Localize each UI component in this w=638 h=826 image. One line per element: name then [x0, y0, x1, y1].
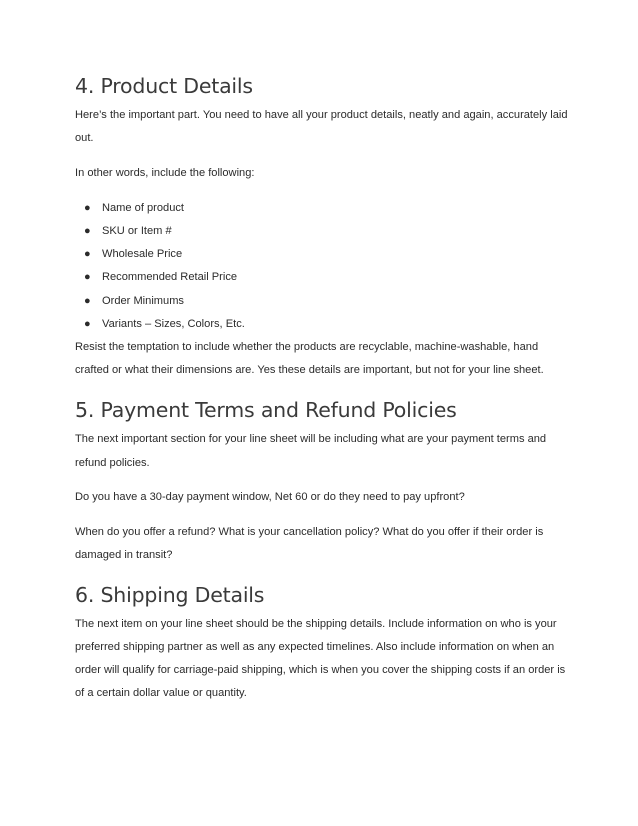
bullet-icon: ●: [84, 225, 91, 237]
bullet-icon: ●: [84, 201, 91, 214]
paragraph-payment-window: Do you have a 30-day payment window, Net 60 or do they need to pay upfront?: [75, 491, 465, 504]
paragraph-refund: When do you offer a refund? What is your cancellation policy? What do you offer if their order is damaged in transit?: [75, 526, 544, 562]
section-payment-terms: [75, 392, 575, 567]
paragraph-intro: Here’s the important part. You need to have all your product details, neatly and again, accurately laid out.: [75, 109, 568, 145]
list-item: ● Recommended Retail Price: [75, 266, 575, 289]
document-page: [75, 68, 575, 705]
list-item: ● Name of product: [75, 197, 575, 220]
section-product-details: [75, 68, 575, 382]
section-shipping-details: [75, 577, 575, 706]
list-item: ● Variants – Sizes, Colors, Etc.: [75, 313, 575, 336]
paragraph-shipping: The next item on your line sheet should be the shipping details. Include information on who is your preferred shipping partner as well as any expected timelines. Also include information on when an order will qualify for carriage-paid shipping, which is when you cover the shipping costs if an order is of a certain dollar value or quantity.: [75, 617, 566, 700]
list-item: ● SKU or Item #: [75, 220, 575, 243]
bullet-icon: ●: [84, 248, 91, 261]
bullet-icon: ●: [84, 271, 91, 284]
product-details-list: [75, 197, 575, 336]
section-heading-shipping-details: 6. Shipping Details: [75, 582, 265, 607]
list-item: ● Wholesale Price: [75, 243, 575, 266]
bullet-icon: ●: [84, 294, 91, 307]
section-heading-product-details: 4. Product Details: [75, 74, 253, 98]
bullet-icon: ●: [84, 317, 91, 330]
paragraph-resist: Resist the temptation to include whether the products are recyclable, machine-washable, hand crafted or what their dimensions are. Yes these details are important, but not for your line sheet.: [75, 341, 544, 377]
paragraph-payment-intro: The next important section for your line sheet will be including what are your payment terms and refund policies.: [75, 433, 547, 469]
paragraph-list-intro: In other words, include the following:: [75, 167, 255, 179]
list-item: ● Order Minimums: [75, 290, 575, 313]
section-heading-payment-terms: 5. Payment Terms and Refund Policies: [75, 398, 457, 423]
